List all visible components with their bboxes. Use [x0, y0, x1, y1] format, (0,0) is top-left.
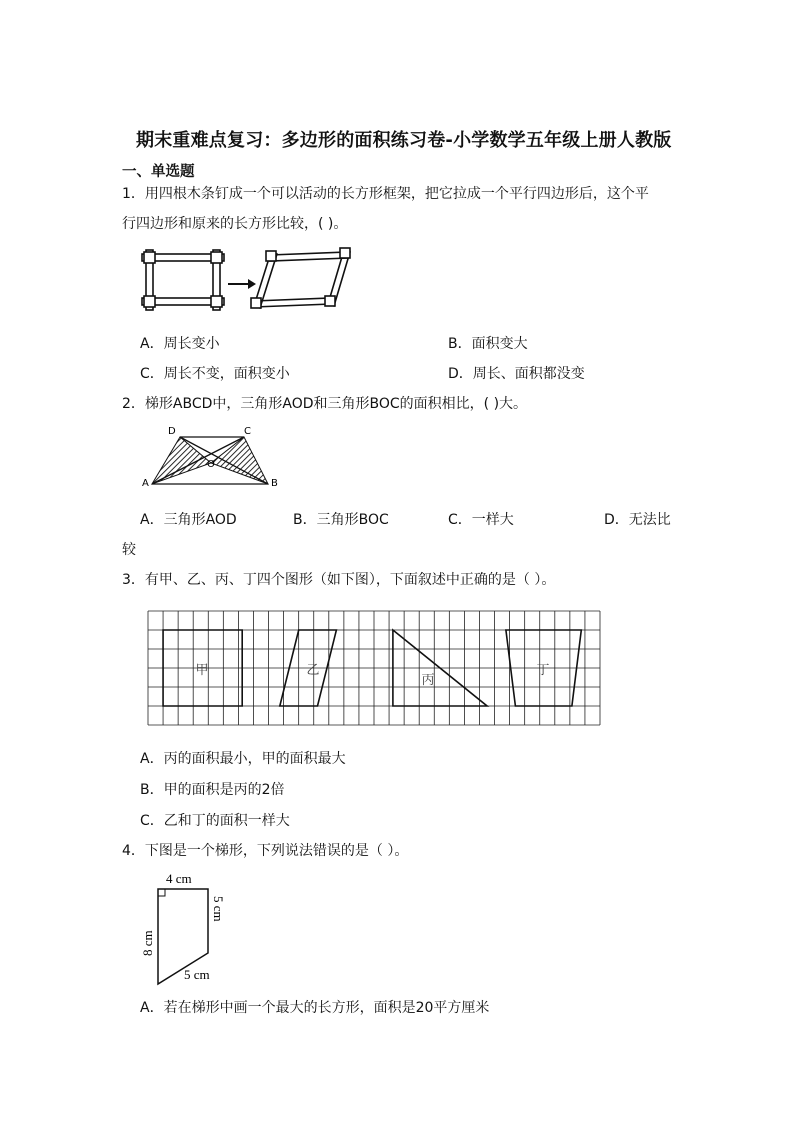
right-angle-mark [158, 889, 165, 896]
q2-option-a[interactable]: A．三角形AOD [140, 512, 237, 528]
grid-lines [148, 611, 600, 725]
q3-option-b[interactable]: B．甲的面积是丙的2倍 [140, 782, 285, 798]
q1-stem-line1: 1．用四根木条钉成一个可以活动的长方形框架，把它拉成一个平行四边形后，这个平 [122, 186, 649, 202]
q1-option-a[interactable]: A．周长变小 [140, 336, 220, 352]
q3-option-c[interactable]: C．乙和丁的面积一样大 [140, 813, 290, 829]
page-title: 期末重难点复习：多边形的面积练习卷-小学数学五年级上册人教版 [136, 130, 672, 151]
q1-stem-line2: 行四边形和原来的长方形比较，( )。 [122, 216, 348, 232]
label-ding: 丁 [536, 663, 550, 678]
dim-top: 4 cm [166, 871, 192, 886]
triangle-boc [211, 437, 268, 484]
q2-option-b[interactable]: B．三角形BOC [293, 512, 389, 528]
rectangle-frame [142, 250, 224, 310]
q1-option-c[interactable]: C．周长不变，面积变小 [140, 366, 290, 382]
triangle-aod [152, 437, 211, 484]
q2-option-d-wrap: 较 [122, 542, 136, 558]
q4-stem: 4．下图是一个梯形，下列说法错误的是（ ）。 [122, 843, 409, 859]
q2-stem: 2．梯形ABCD中，三角形AOD和三角形BOC的面积相比，( )大。 [122, 396, 528, 412]
q1-option-b[interactable]: B．面积变大 [448, 336, 528, 352]
q4-option-a[interactable]: A．若在梯形中画一个最大的长方形，面积是20平方厘米 [140, 1000, 490, 1016]
dim-left: 8 cm [140, 930, 155, 956]
dim-slant: 5 cm [184, 967, 210, 982]
q3-option-a[interactable]: A．丙的面积最小，甲的面积最大 [140, 751, 346, 767]
q2-option-c[interactable]: C．一样大 [448, 512, 514, 528]
q1-frame-figure [138, 246, 368, 322]
q4-trapezoid-figure [140, 868, 240, 986]
q2-option-d[interactable]: D．无法比 [604, 512, 671, 528]
section-heading: 一、单选题 [122, 164, 195, 180]
dim-right: 5 cm [211, 896, 226, 922]
arrow-right-icon [228, 279, 256, 289]
label-yi: 乙 [306, 663, 320, 678]
label-jia: 甲 [195, 663, 209, 678]
q3-grid-figure [148, 611, 600, 726]
label-o: O [207, 459, 215, 470]
label-b: B [271, 478, 278, 489]
q1-option-d[interactable]: D．周长、面积都没变 [448, 366, 585, 382]
label-d: D [168, 426, 176, 437]
q3-stem: 3．有甲、乙、丙、丁四个图形（如下图），下面叙述中正确的是（ ）。 [122, 572, 556, 588]
label-bing: 丙 [421, 673, 435, 688]
parallelogram-frame [251, 248, 350, 308]
q2-trapezoid-figure [140, 422, 285, 492]
label-c: C [244, 426, 251, 437]
label-a: A [142, 478, 149, 489]
